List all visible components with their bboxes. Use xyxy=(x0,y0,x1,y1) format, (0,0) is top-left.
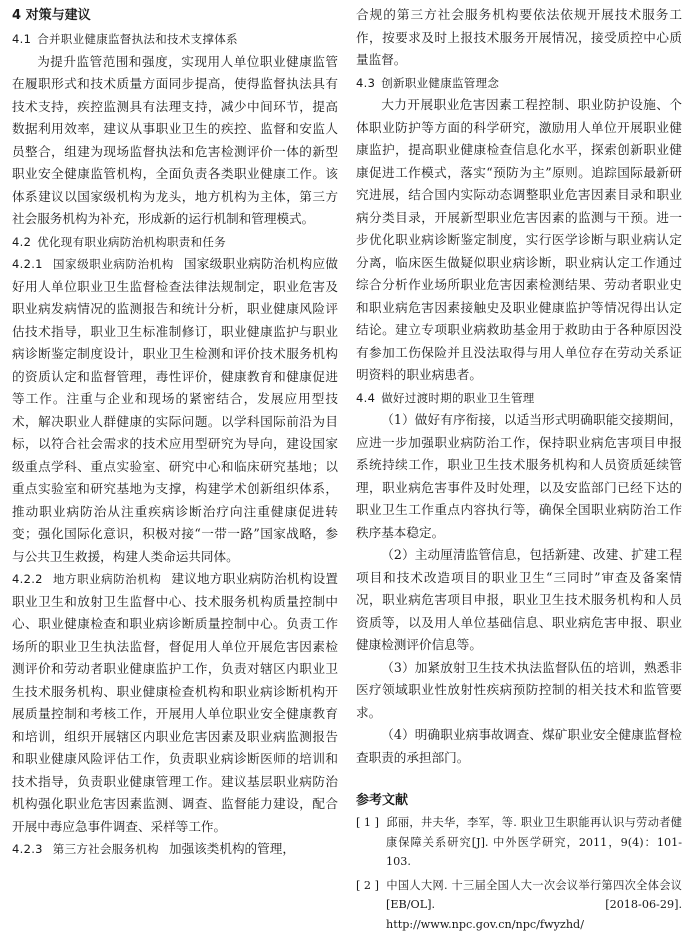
section-4-3-heading xyxy=(356,72,682,95)
section-4-2-1-text: 国家级职业病防治机构应做好用人单位职业卫生监督检查法律法规制定，职业危害及职业病发病情况的监测报告和统计分析，职业健康风险评估技术指导，职业卫生标准制修订，职业健康监护与职业病诊断鉴定制度设计，职业卫生检测和评价技术服务机构的资质认定和监督管理，毒性评价，健康教育和健康促进等工作。注重与企业和现场的紧密结合，发展应用型技术，解决职业人群健康的实际问题。以学科国际前沿为目标，以符合社会需求的技术应用型研究为导向，建设国家级重点学科、重点实验室、研究中心和临床研究基地；以重点实验室和研究基地为支撑，构建学术创新组织体系，推动职业病防治从注重疾病诊断治疗向注重健康促进转变；强化国际化意识，积极对接“一带一路”国家战略，参与公共卫生救援，构建人类命运共同体。 xyxy=(12,256,339,564)
section-4-2-heading xyxy=(12,231,338,254)
section-4-2-3-text-start: 加强该类机构的管理， xyxy=(168,841,295,856)
section-4-2-3-continued: 合规的第三方社会服务机构要依法依规开展技术服务工作，按要求及时上报技术服务开展情况，接受质控中心质量监督。 xyxy=(356,7,682,67)
section-4-3-title: 创新职业健康监管理念 xyxy=(381,75,500,90)
section-4-3-number: 4.3 xyxy=(356,75,376,90)
section-4-2-3-paragraph xyxy=(12,838,338,861)
section-4-2-3-title: 第三方社会服务机构 xyxy=(52,842,159,856)
section-4-2-title: 优化现有职业病防治机构职责和任务 xyxy=(37,234,227,249)
reference-2-number: [ 2 ] xyxy=(356,878,379,892)
section-4-1-number: 4.1 xyxy=(12,32,32,46)
references-title: 参考文献 xyxy=(356,793,409,808)
section-4-2-2-number: 4.2.2 xyxy=(12,572,43,586)
section-4-4-heading xyxy=(356,387,682,410)
section-4-2-3-number: 4.2.3 xyxy=(12,842,43,856)
section-4-2-2-title: 地方职业病防治机构 xyxy=(52,572,162,586)
section-4-2-2-paragraph xyxy=(12,568,338,838)
section-4-4-item-2: （2）主动厘清监管信息，包括新建、改建、扩建工程项目和技术改造项目的职业卫生“三同时”审查及备案情况，职业病危害项目申报，职业卫生技术服务机构和人员资质等，以及用人单位基础信息、职业病危害申报、职业健康检测评价信息等。 xyxy=(356,547,682,652)
section-4-1-heading xyxy=(12,28,338,51)
reference-2-text: 中国人大网. 十三届全国人大一次会议举行第四次全体会议[EB/OL]. [2018-06-29]. http://www.npc.gov.cn/npc/fwyzhd/ xyxy=(386,878,682,931)
section-4-4-number: 4.4 xyxy=(356,390,376,405)
reference-1-number: [ 1 ] xyxy=(356,816,379,829)
section-4-title: 4 对策与建议 xyxy=(12,8,91,23)
left-column xyxy=(12,4,338,861)
section-4-4-item-1: （1）做好有序衔接，以适当形式明确职能交接期间，应进一步加强职业病防治工作，保持职业病危害项目申报系统持续工作，职业卫生技术服务机构和人员资质延续管理，职业病危害事件及时处理，以及安监部门已经下达的职业卫生工作重点内容执行等，确保全国职业病防治工作秩序基本稳定。 xyxy=(356,412,682,540)
reference-item-1 xyxy=(356,813,682,872)
section-4-2-number: 4.2 xyxy=(12,234,32,249)
section-4-4-item-3: （3）加紧放射卫生技术执法监督队伍的培训，熟悉非医疗领域职业性放射性疾病预防控制的相关技术和监管要求。 xyxy=(356,659,682,720)
section-4-2-1-paragraph xyxy=(12,253,338,568)
section-4-2-1-number: 4.2.1 xyxy=(12,257,43,271)
section-4-1-paragraph: 为提升监管范围和强度，实现用人单位职业健康监管在履职形式和技术质量方面同步提高，使得监督执法具有技术支持，疾控监测具有法理支持，减少中间环节，提高数据利用效率，建议从事职业卫生的疾控、监督和安监人员整合，组建为现场监督执法和危害检测评价一体的新型职业安全健康监管机构，全面负责各类职业健康工作。该体系建议以国家级机构为龙头，地方机构为主体，第三方社会服务机构为补充，形成新的运行机制和管理模式。 xyxy=(12,53,338,226)
right-column xyxy=(356,4,682,938)
section-4-1-title: 合并职业健康监督执法和技术支撑体系 xyxy=(37,32,238,46)
section-4-3-paragraph: 大力开展职业危害因素工程控制、职业防护设施、个体职业防护等方面的科学研究，激励用人单位开展职业健康监护，提高职业健康检查信息化水平，探索创新职业健康促进工作模式，落实“预防为主”原则。追踪国际最新研究进展，结合国内实际动态调整职业危害因素目录和职业病分类目录，开展新型职业危害因素的监测与干预。进一步优化职业病诊断鉴定制度，实行医学诊断与职业病认定分离，临床医生做疑似职业病诊断，职业病认定工作通过综合分析作业场所职业危害因素检测结果、劳动者职业史和职业病危害因素接触史及职业健康监护等情况得出认定结论。建立专项职业病救助基金用于救助由于各种原因没有参加工伤保险并且没法取得与用人单位存在劳动关系证明资料的职业病患者。 xyxy=(356,97,682,382)
reference-item-2 xyxy=(356,876,682,935)
section-4-2-1-title: 国家级职业病防治机构 xyxy=(52,257,174,271)
reference-1-text: 邱丽，井夫华，李军，等. 职业卫生职能再认识与劳动者健康保障关系研究[J]. 中外医学研究，2011，9(4)：101-103. xyxy=(386,816,682,868)
section-4-2-2-text: 建议地方职业病防治机构设置职业卫生和放射卫生监督中心、技术服务机构质量控制中心、职业健康检查和职业病诊断质量控制中心。负责工作场所的职业卫生执法监督，督促用人单位开展危害因素检测评价和劳动者职业健康监护工作，负责对辖区内职业卫生技术服务机构、职业健康检查机构和职业病诊断机构开展质量控制和考核工作，开展用人单位职业安全健康教育和培训，组织开展辖区内职业危害因素及职业病监测报告和职业健康风险评估工作，负责职业病诊断医师的培训和技术指导，负责职业健康管理工作。建议基层职业病防治机构强化职业危害因素监测、调查、监督能力建设，配合开展中毒应急事件调查、采样等工作。 xyxy=(12,571,339,834)
section-4-4-title: 做好过渡时期的职业卫生管理 xyxy=(381,390,535,405)
section-4-4-item-4: （4）明确职业病事故调查、煤矿职业安全健康监督检查职责的承担部门。 xyxy=(356,727,682,765)
